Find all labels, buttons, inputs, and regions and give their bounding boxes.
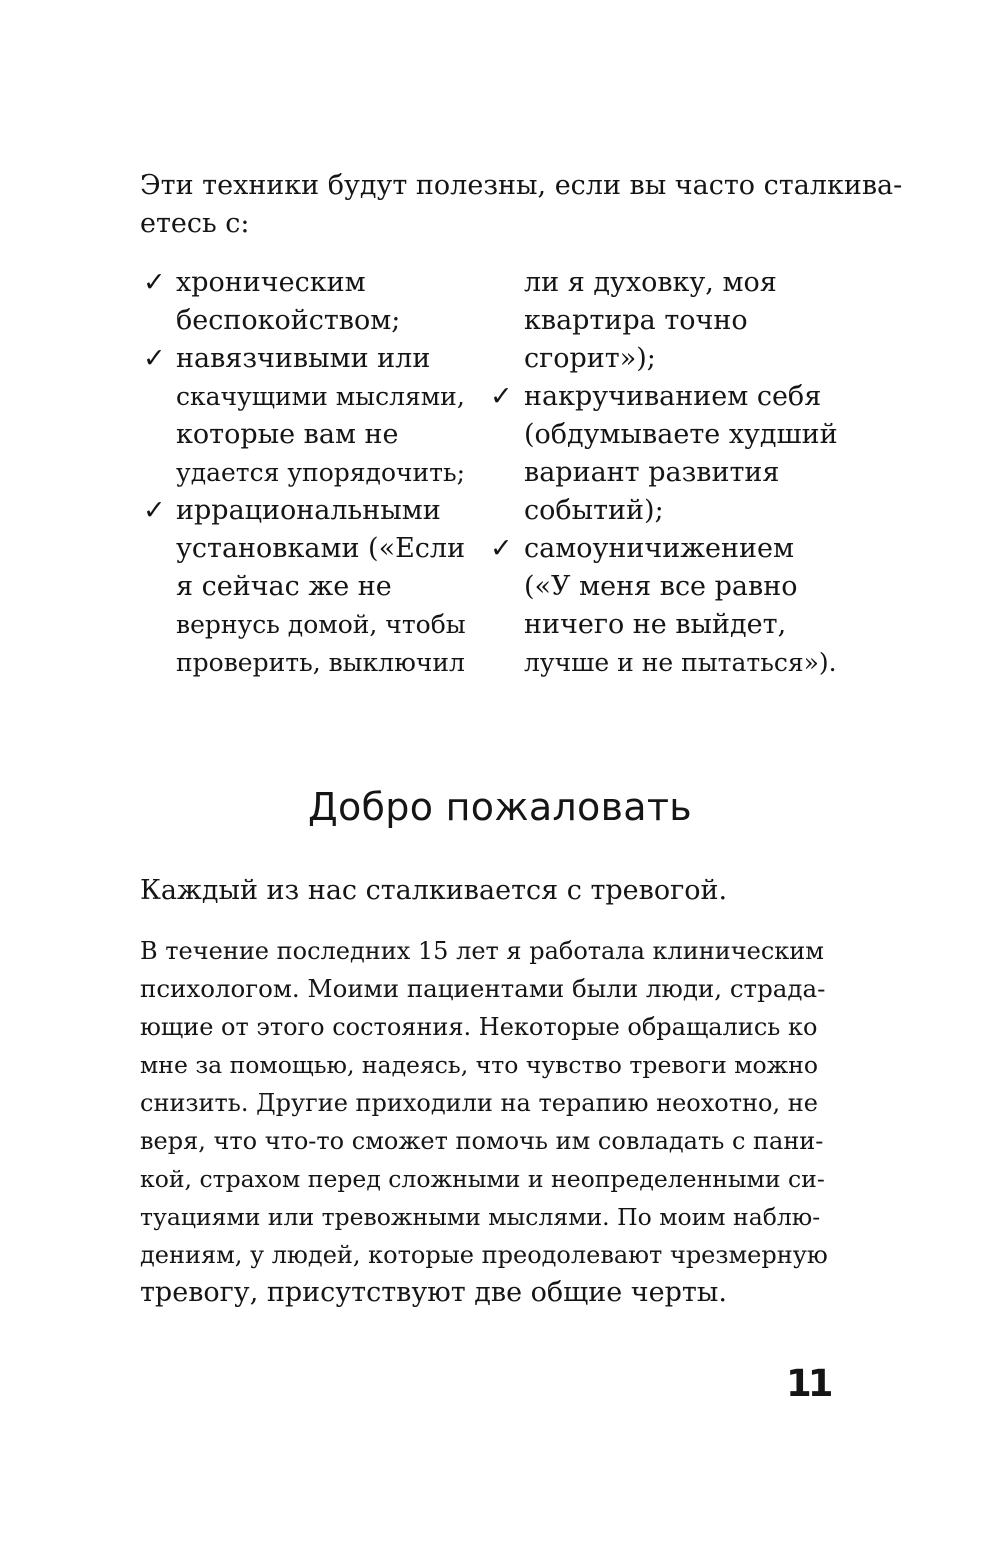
paragraph-line: туациями или тревожными мыслями. По моим наблю- [140, 1203, 821, 1231]
paragraph-line: кой, страхом перед сложными и неопределенными си- [140, 1165, 825, 1193]
checklist-left-line: иррациональными [176, 495, 441, 526]
checklist-right-line: ли я духовку, моя [524, 267, 777, 298]
checklist-right-line: («У меня все равно [524, 571, 798, 602]
checklist-right-line: лучше и не пытаться»). [524, 648, 837, 677]
checklist-right-line: самоуничижением [524, 533, 794, 564]
checklist-right-line: накручиванием себя [524, 381, 822, 412]
checklist-left-line: проверить, выключил [176, 648, 465, 677]
checklist-left-line: удается упорядочить; [176, 458, 466, 487]
paragraph-line: В течение последних 15 лет я работала клиническим [140, 937, 824, 965]
section-heading: Добро пожаловать [308, 785, 692, 829]
checklist-left-line: я сейчас же не [176, 571, 392, 602]
checkmark-icon: ✓ [143, 495, 166, 526]
checklist-left-line: хроническим [176, 267, 366, 298]
checkmark-icon: ✓ [143, 343, 166, 374]
paragraph-line: мне за помощью, надеясь, что чувство тревоги можно [140, 1051, 819, 1079]
checklist-right-line: событий); [524, 495, 664, 526]
paragraph-line: психологом. Моими пациентами были люди, страда- [140, 974, 826, 1003]
intro-line: етесь с: [140, 208, 250, 239]
checklist-left-line: навязчивыми или [176, 343, 431, 374]
checklist-left-line: которые вам не [176, 419, 399, 450]
paragraph-line: ющие от этого состояния. Некоторые обращались ко [140, 1013, 818, 1041]
checkmark-icon: ✓ [490, 533, 513, 564]
paragraph-line: тревогу, присутствуют две общие черты. [140, 1277, 727, 1308]
checklist-right-line: (обдумываете худший [524, 419, 838, 450]
paragraph-line: снизить. Другие приходили на терапию неохотно, не [140, 1089, 818, 1117]
checklist-left-line: установками («Если [176, 533, 466, 564]
checkmark-icon: ✓ [490, 381, 513, 412]
checklist-right-line: ничего не выйдет, [524, 609, 787, 640]
checklist-right-line: квартира точно [524, 305, 748, 336]
page-number: 11 [786, 1362, 830, 1405]
checklist-right-line: сгорит»); [524, 343, 656, 374]
paragraph-line: дениям, у людей, которые преодолевают чрезмерную [140, 1241, 828, 1269]
checklist-right-line: вариант развития [524, 457, 780, 488]
checklist-left-line: скачущими мыслями, [176, 382, 465, 411]
paragraph-line: Каждый из нас сталкивается с тревогой. [140, 875, 728, 906]
checkmark-icon: ✓ [143, 267, 166, 298]
checklist-left-line: вернусь домой, чтобы [176, 610, 466, 639]
checklist-left-line: беспокойством; [176, 305, 401, 336]
intro-line: Эти техники будут полезны, если вы часто сталкива- [140, 170, 903, 201]
paragraph-line: веря, что что-то сможет помочь им совладать с пани- [140, 1127, 824, 1155]
